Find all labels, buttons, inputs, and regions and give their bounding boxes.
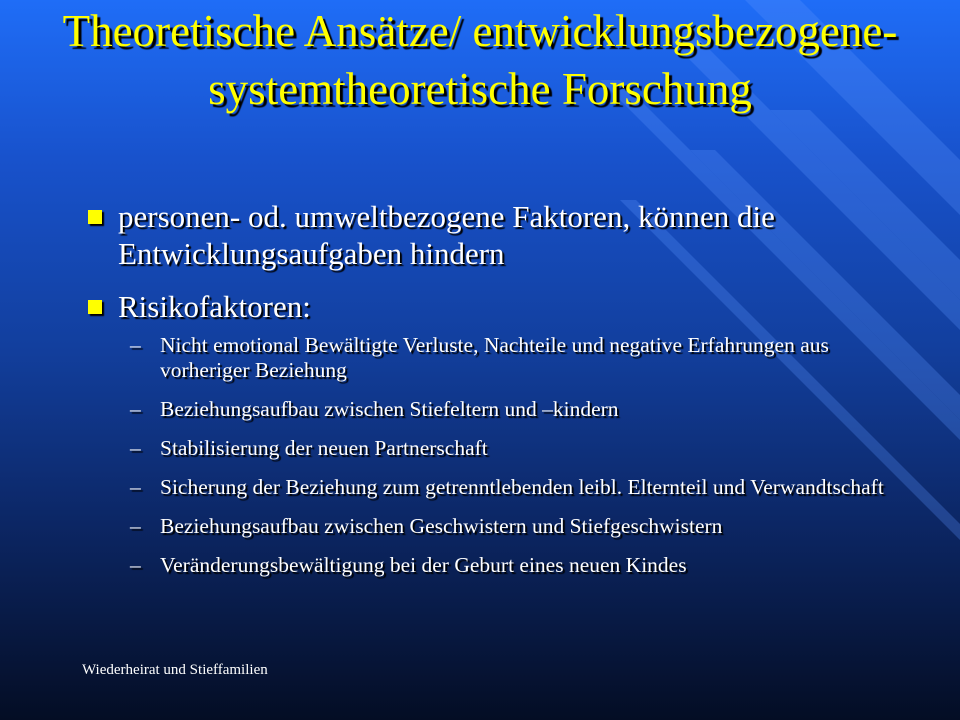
sub-bullet-item — [84, 436, 884, 461]
dash-bullet: – — [130, 436, 141, 460]
sub-bullet-text: Sicherung der Beziehung zum getrenntlebenden leibl. Elternteil und Verwandtschaft — [160, 475, 884, 499]
slide-title: Theoretische Ansätze/ entwicklungsbezogene-systemtheoretische Forschung — [62, 6, 898, 114]
dash-bullet: – — [130, 333, 141, 357]
dash-bullet: – — [130, 475, 141, 499]
sub-bullet-text: Nicht emotional Bewältigte Verluste, Nachteile und negative Erfahrungen aus vorheriger Beziehung — [160, 333, 829, 382]
dash-bullet: – — [130, 397, 141, 421]
bullet-text: personen- od. umweltbezogene Faktoren, können die Entwicklungsaufgaben hindern — [118, 199, 775, 271]
bullet-item — [84, 288, 884, 325]
sub-bullet-text: Stabilisierung der neuen Partnerschaft — [160, 436, 488, 460]
square-bullet-icon — [88, 300, 102, 314]
sub-bullet-text: Beziehungsaufbau zwischen Stiefeltern und –kindern — [160, 397, 619, 421]
sub-bullet-item — [84, 397, 884, 422]
sub-bullet-item — [84, 333, 884, 383]
sub-bullet-text: Beziehungsaufbau zwischen Geschwistern und Stiefgeschwistern — [160, 514, 723, 538]
sub-bullet-list — [84, 333, 884, 578]
sub-bullet-item — [84, 514, 884, 539]
sub-bullet-item — [84, 553, 884, 578]
slide-content — [84, 198, 884, 592]
dash-bullet: – — [130, 553, 141, 577]
bullet-text: Risikofaktoren: — [118, 289, 311, 324]
bullet-item — [84, 198, 884, 272]
dash-bullet: – — [130, 514, 141, 538]
slide-footer: Wiederheirat und Stieffamilien — [82, 662, 268, 678]
sub-bullet-item — [84, 475, 884, 500]
square-bullet-icon — [88, 210, 102, 224]
sub-bullet-text: Veränderungsbewältigung bei der Geburt eines neuen Kindes — [160, 553, 687, 577]
